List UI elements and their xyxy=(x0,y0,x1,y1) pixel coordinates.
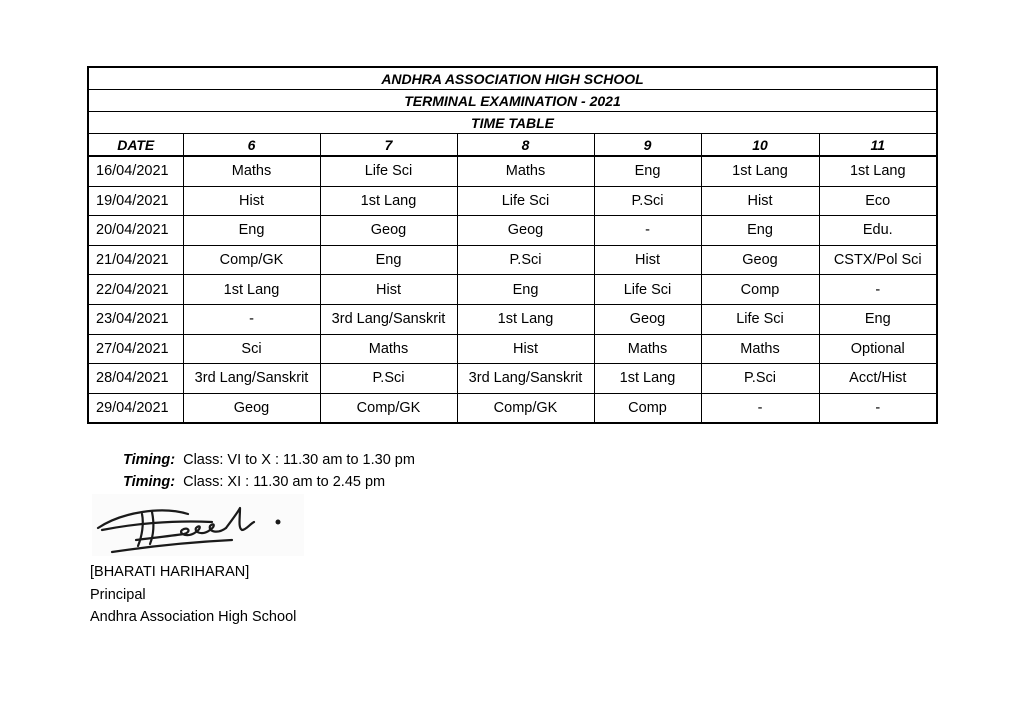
subject-cell: Geog xyxy=(701,245,819,275)
subject-cell: Geog xyxy=(594,304,701,334)
date-cell: 29/04/2021 xyxy=(88,393,183,423)
subject-cell: Hist xyxy=(457,334,594,364)
subject-cell: Maths xyxy=(183,156,320,186)
subject-cell: 1st Lang xyxy=(594,364,701,394)
table-row xyxy=(88,275,937,305)
timing-line-classes-6-10 xyxy=(123,452,415,468)
subject-cell: P.Sci xyxy=(457,245,594,275)
subject-cell: - xyxy=(594,216,701,246)
subject-cell: Comp xyxy=(594,393,701,423)
subject-cell: Eng xyxy=(457,275,594,305)
table-row xyxy=(88,186,937,216)
subject-cell: Comp xyxy=(701,275,819,305)
table-row xyxy=(88,216,937,246)
table-row xyxy=(88,334,937,364)
subject-cell: - xyxy=(819,275,937,305)
table-row xyxy=(88,304,937,334)
timetable-title: TIME TABLE xyxy=(88,112,937,134)
date-cell: 28/04/2021 xyxy=(88,364,183,394)
school-title: ANDHRA ASSOCIATION HIGH SCHOOL xyxy=(88,67,937,90)
column-header-class-8: 8 xyxy=(457,134,594,157)
subject-cell: Hist xyxy=(183,186,320,216)
signatory-school: Andhra Association High School xyxy=(90,609,297,625)
subject-cell: P.Sci xyxy=(701,364,819,394)
exam-title: TERMINAL EXAMINATION - 2021 xyxy=(88,90,937,112)
subject-cell: Eng xyxy=(594,156,701,186)
subject-cell: - xyxy=(819,393,937,423)
subject-cell: Eco xyxy=(819,186,937,216)
date-cell: 22/04/2021 xyxy=(88,275,183,305)
subject-cell: - xyxy=(701,393,819,423)
table-row xyxy=(88,245,937,275)
subject-cell: Hist xyxy=(594,245,701,275)
subject-cell: Hist xyxy=(320,275,457,305)
date-cell: 19/04/2021 xyxy=(88,186,183,216)
date-cell: 23/04/2021 xyxy=(88,304,183,334)
subject-cell: P.Sci xyxy=(594,186,701,216)
subject-cell: Geog xyxy=(320,216,457,246)
subject-cell: 1st Lang xyxy=(701,156,819,186)
subject-cell: Geog xyxy=(183,393,320,423)
subject-cell: Optional xyxy=(819,334,937,364)
table-row xyxy=(88,393,937,423)
subject-cell: 1st Lang xyxy=(320,186,457,216)
date-cell: 20/04/2021 xyxy=(88,216,183,246)
subject-cell: Life Sci xyxy=(594,275,701,305)
subject-cell: 1st Lang xyxy=(457,304,594,334)
column-header-row xyxy=(88,134,937,157)
subject-cell: Life Sci xyxy=(457,186,594,216)
subject-cell: Life Sci xyxy=(320,156,457,186)
column-header-class-6: 6 xyxy=(183,134,320,157)
subject-cell: Acct/Hist xyxy=(819,364,937,394)
column-header-class-11: 11 xyxy=(819,134,937,157)
timing-text: Class: XI : 11.30 am to 2.45 pm xyxy=(183,474,386,490)
subject-cell: 3rd Lang/Sanskrit xyxy=(320,304,457,334)
subject-cell: Edu. xyxy=(819,216,937,246)
date-cell: 27/04/2021 xyxy=(88,334,183,364)
column-header-class-7: 7 xyxy=(320,134,457,157)
signatory-name: [BHARATI HARIHARAN] xyxy=(90,564,250,580)
timetable xyxy=(87,66,938,424)
column-header-class-10: 10 xyxy=(701,134,819,157)
subject-cell: Geog xyxy=(457,216,594,246)
subject-cell: Maths xyxy=(320,334,457,364)
subject-cell: 1st Lang xyxy=(183,275,320,305)
subject-cell: Hist xyxy=(701,186,819,216)
subject-cell: Sci xyxy=(183,334,320,364)
subject-cell: P.Sci xyxy=(320,364,457,394)
timing-text: Class: VI to X : 11.30 am to 1.30 pm xyxy=(183,452,415,468)
date-cell: 21/04/2021 xyxy=(88,245,183,275)
date-cell: 16/04/2021 xyxy=(88,156,183,186)
table-row xyxy=(88,364,937,394)
subject-cell: Maths xyxy=(701,334,819,364)
subject-cell: 3rd Lang/Sanskrit xyxy=(183,364,320,394)
column-header-date: DATE xyxy=(88,134,183,157)
timetable-body xyxy=(88,156,937,423)
subject-cell: Eng xyxy=(701,216,819,246)
subject-cell: Comp/GK xyxy=(457,393,594,423)
signature-image xyxy=(92,494,304,556)
subject-cell: Maths xyxy=(594,334,701,364)
signatory-title: Principal xyxy=(90,587,146,603)
subject-cell: Comp/GK xyxy=(183,245,320,275)
timing-line-class-11 xyxy=(123,474,385,490)
subject-cell: Comp/GK xyxy=(320,393,457,423)
subject-cell: Eng xyxy=(819,304,937,334)
subject-cell: 1st Lang xyxy=(819,156,937,186)
subject-cell: Maths xyxy=(457,156,594,186)
subject-cell: Eng xyxy=(320,245,457,275)
column-header-class-9: 9 xyxy=(594,134,701,157)
timing-label: Timing: xyxy=(123,452,176,468)
timing-label: Timing: xyxy=(123,474,176,490)
subject-cell: Eng xyxy=(183,216,320,246)
subject-cell: - xyxy=(183,304,320,334)
table-row xyxy=(88,156,937,186)
subject-cell: CSTX/Pol Sci xyxy=(819,245,937,275)
subject-cell: Life Sci xyxy=(701,304,819,334)
subject-cell: 3rd Lang/Sanskrit xyxy=(457,364,594,394)
